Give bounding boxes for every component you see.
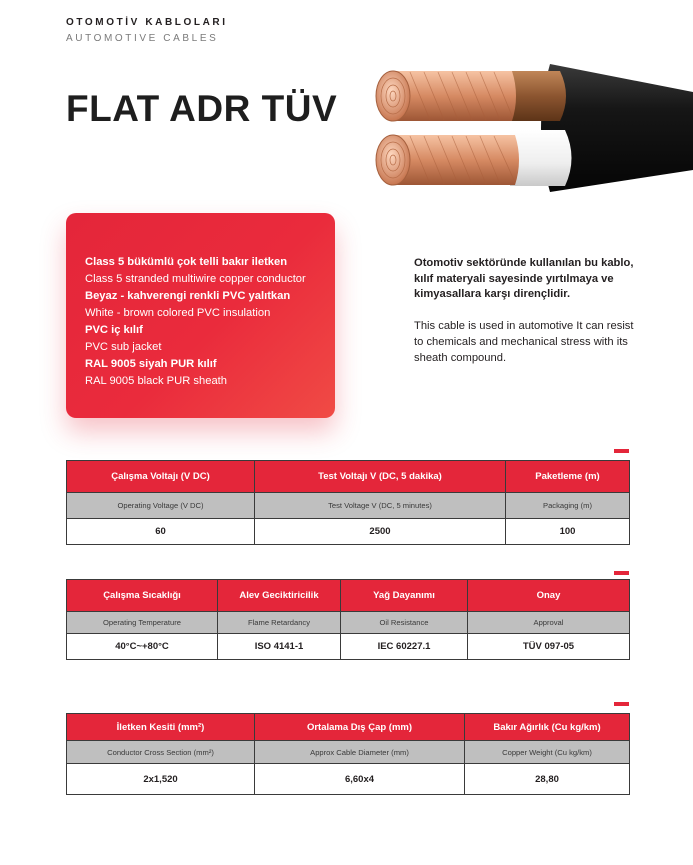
feature-item	[85, 254, 335, 288]
flat-cable-illustration	[360, 58, 693, 208]
table-subheader-cell: Copper Weight (Cu kg/km)	[465, 741, 630, 764]
table-subheader-cell: Packaging (m)	[506, 493, 630, 519]
properties-spec-table	[66, 579, 630, 660]
table-value-cell: 2x1,520	[67, 764, 255, 795]
table-header-cell: Bakır Ağırlık (Cu kg/km)	[465, 714, 630, 741]
table-subheader-row	[67, 612, 630, 634]
table-subheader-cell: Operating Temperature	[67, 612, 218, 634]
table-subheader-row	[67, 741, 630, 764]
table-value-row	[67, 764, 630, 795]
feature-en: Class 5 stranded multiwire copper conductor	[85, 273, 306, 285]
table-header-cell: Yağ Dayanımı	[341, 580, 468, 612]
feature-en: White - brown colored PVC insulation	[85, 307, 271, 319]
feature-tr: Beyaz - kahverengi renkli PVC yalıtkan	[85, 290, 291, 302]
feature-item	[85, 322, 335, 356]
features-card	[66, 213, 335, 418]
table-header-cell: İletken Kesiti (mm²)	[67, 714, 255, 741]
table-header-cell: Ortalama Dış Çap (mm)	[255, 714, 465, 741]
table-header-cell: Paketleme (m)	[506, 461, 630, 493]
table-subheader-row	[67, 493, 630, 519]
description-en: This cable is used in automotive It can resist to chemicals and mechanical stress with its sheath compound.	[414, 320, 634, 364]
table-subheader-cell: Test Voltage V (DC, 5 minutes)	[255, 493, 506, 519]
table-value-cell: ISO 4141-1	[218, 634, 341, 660]
feature-item	[85, 288, 335, 322]
product-description	[414, 256, 639, 366]
table-subheader-cell: Conductor Cross Section (mm²)	[67, 741, 255, 764]
section-marker	[614, 571, 629, 575]
table-value-cell: 100	[506, 519, 630, 545]
table-header-cell: Alev Geciktiricilik	[218, 580, 341, 612]
description-tr: Otomotiv sektöründe kullanılan bu kablo, kılıf materyali sayesinde yırtılmaya ve kimyasallara karşı dirençlidir.	[414, 257, 634, 301]
table-value-cell: 40°C~+80°C	[67, 634, 218, 660]
feature-item	[85, 356, 335, 390]
table-header-row	[67, 461, 630, 493]
feature-tr: RAL 9005 siyah PUR kılıf	[85, 358, 217, 370]
product-title: FLAT ADR TÜV	[66, 88, 338, 129]
table-value-cell: TÜV 097-05	[468, 634, 630, 660]
section-marker	[614, 702, 629, 706]
table-header-row	[67, 580, 630, 612]
table-value-cell: 6,60x4	[255, 764, 465, 795]
table-header-cell: Çalışma Voltajı (V DC)	[67, 461, 255, 493]
table-header-cell: Çalışma Sıcaklığı	[67, 580, 218, 612]
table-subheader-cell: Oil Resistance	[341, 612, 468, 634]
table-value-cell: IEC 60227.1	[341, 634, 468, 660]
brand-english: AUTOMOTIVE CABLES	[66, 33, 219, 44]
electrical-spec-table	[66, 460, 630, 545]
brand-turkish: OTOMOTİV KABLOLARI	[66, 17, 228, 28]
table-value-cell: 2500	[255, 519, 506, 545]
table-header-cell: Onay	[468, 580, 630, 612]
table-value-row	[67, 519, 630, 545]
table-subheader-cell: Operating Voltage (V DC)	[67, 493, 255, 519]
features-list	[66, 213, 335, 390]
feature-en: RAL 9005 black PUR sheath	[85, 375, 227, 387]
table-value-cell: 60	[67, 519, 255, 545]
table-value-cell: 28,80	[465, 764, 630, 795]
feature-tr: Class 5 bükümlü çok telli bakır iletken	[85, 256, 288, 268]
table-value-row	[67, 634, 630, 660]
section-marker	[614, 449, 629, 453]
table-subheader-cell: Flame Retardancy	[218, 612, 341, 634]
feature-tr: PVC iç kılıf	[85, 324, 143, 336]
dimensions-spec-table	[66, 713, 630, 795]
table-header-row	[67, 714, 630, 741]
feature-en: PVC sub jacket	[85, 341, 162, 353]
table-subheader-cell: Approval	[468, 612, 630, 634]
table-header-cell: Test Voltajı V (DC, 5 dakika)	[255, 461, 506, 493]
table-subheader-cell: Approx Cable Diameter (mm)	[255, 741, 465, 764]
